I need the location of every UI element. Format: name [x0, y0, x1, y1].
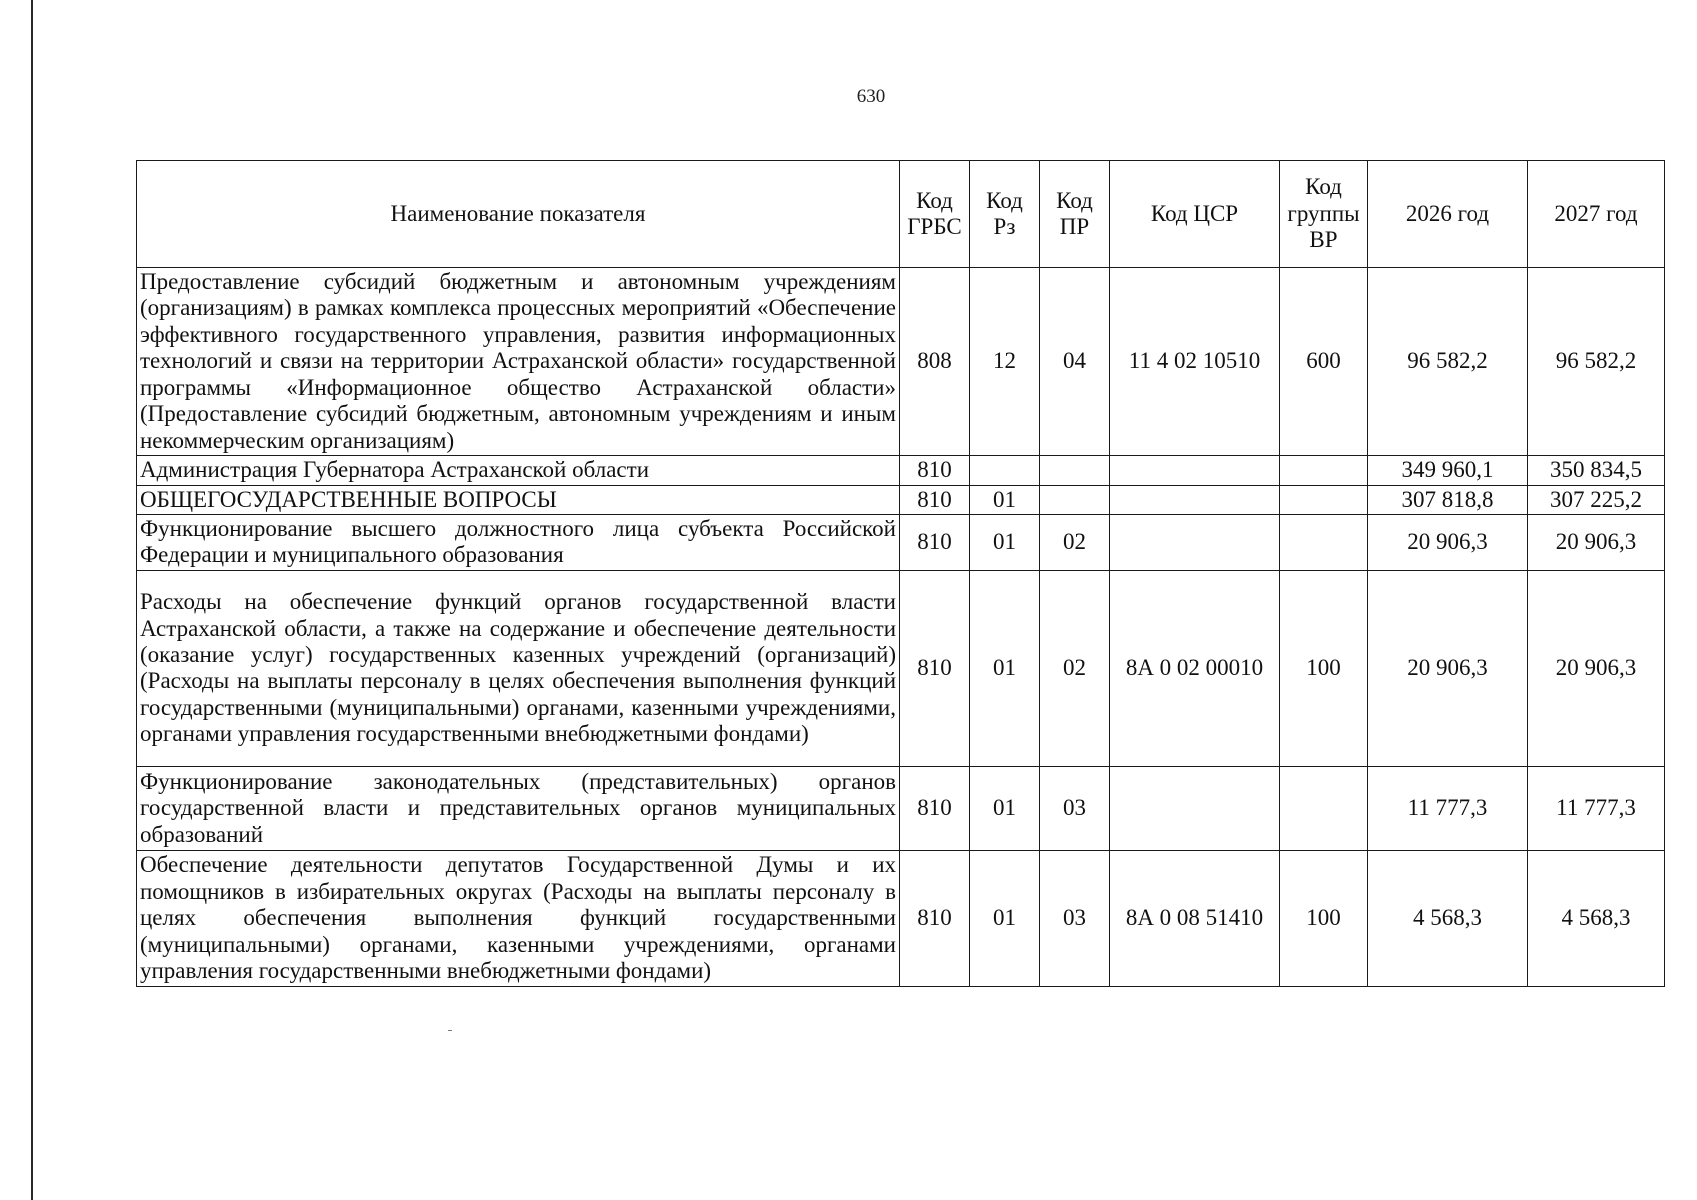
row-pr: 03 [1040, 850, 1110, 986]
row-csr [1110, 456, 1280, 485]
header-grbs-line2: ГРБС [907, 214, 962, 239]
table-header-row [137, 161, 1665, 268]
header-rz-line2: Рз [993, 214, 1016, 239]
row-name: Функционирование законодательных (представительных) органов государственной власти и представительных органов муниципальных образований [137, 766, 900, 850]
row-csr [1110, 485, 1280, 514]
header-grbs [900, 161, 970, 268]
row-pr: 04 [1040, 268, 1110, 456]
row-name: Функционирование высшего должностного лица субъекта Российской Федерации и муниципального образования [137, 514, 900, 570]
header-vr [1280, 161, 1368, 268]
row-csr: 8А 0 08 51410 [1110, 850, 1280, 986]
row-2027: 4 568,3 [1528, 850, 1665, 986]
row-vr: 100 [1280, 850, 1368, 986]
left-margin-rule [31, 0, 33, 1200]
row-2026: 96 582,2 [1368, 268, 1528, 456]
header-rz-line1: Код [986, 187, 1023, 213]
row-vr [1280, 766, 1368, 850]
row-csr: 8А 0 02 00010 [1110, 570, 1280, 766]
row-2026: 307 818,8 [1368, 485, 1528, 514]
row-name: ОБЩЕГОСУДАРСТВЕННЫЕ ВОПРОСЫ [137, 485, 900, 514]
row-2027: 20 906,3 [1528, 514, 1665, 570]
row-rz: 12 [970, 268, 1040, 456]
row-2026: 20 906,3 [1368, 570, 1528, 766]
table-row [137, 570, 1665, 766]
row-rz [970, 456, 1040, 485]
row-2027: 350 834,5 [1528, 456, 1665, 485]
row-rz: 01 [970, 850, 1040, 986]
row-name: Предоставление субсидий бюджетным и автономным учреждениям (организациям) в рамках комплекса процессных мероприятий «Обеспечение эффективного государственного управления, развития информационных технологий и связи на территории Астраханской области» государственной программы «Информационное общество Астраханской области» (Предоставление субсидий бюджетным, автономным учреждениям и иным некоммерческим организациям) [137, 268, 900, 456]
header-pr [1040, 161, 1110, 268]
table-row [137, 268, 1665, 456]
row-grbs: 810 [900, 766, 970, 850]
row-name: Расходы на обеспечение функций органов государственной власти Астраханской области, а также на содержание и обеспечение деятельности (оказание услуг) государственных казенных учреждений (организаций) (Расходы на выплаты персоналу в целях обеспечения выполнения функций государственными (муниципальными) органами, казенными учреждениями, органами управления государственными внебюджетными фондами) [137, 570, 900, 766]
row-vr [1280, 456, 1368, 485]
row-2027: 20 906,3 [1528, 570, 1665, 766]
row-grbs: 810 [900, 850, 970, 986]
row-vr [1280, 514, 1368, 570]
header-csr: Код ЦСР [1110, 161, 1280, 268]
row-pr [1040, 485, 1110, 514]
table-row [137, 456, 1665, 485]
row-grbs: 810 [900, 456, 970, 485]
page-number: 630 [856, 86, 886, 107]
row-2027: 307 225,2 [1528, 485, 1665, 514]
header-pr-line1: Код [1056, 187, 1093, 213]
row-grbs: 810 [900, 485, 970, 514]
row-csr: 11 4 02 10510 [1110, 268, 1280, 456]
row-2026: 349 960,1 [1368, 456, 1528, 485]
table-row [137, 514, 1665, 570]
row-grbs: 808 [900, 268, 970, 456]
budget-table [136, 160, 1665, 987]
row-rz: 01 [970, 766, 1040, 850]
header-rz [970, 161, 1040, 268]
row-csr [1110, 514, 1280, 570]
row-rz: 01 [970, 570, 1040, 766]
header-2027: 2027 год [1528, 161, 1665, 268]
scan-speck [448, 1030, 452, 1031]
row-2026: 20 906,3 [1368, 514, 1528, 570]
header-vr-line2: группы [1287, 200, 1360, 226]
row-2027: 11 777,3 [1528, 766, 1665, 850]
row-rz: 01 [970, 514, 1040, 570]
header-vr-line1: Код [1305, 174, 1342, 200]
row-grbs: 810 [900, 514, 970, 570]
row-pr: 02 [1040, 514, 1110, 570]
header-grbs-line1: Код [916, 187, 953, 213]
row-vr: 600 [1280, 268, 1368, 456]
row-2026: 11 777,3 [1368, 766, 1528, 850]
row-name: Администрация Губернатора Астраханской области [137, 456, 900, 485]
row-2026: 4 568,3 [1368, 850, 1528, 986]
row-vr: 100 [1280, 570, 1368, 766]
header-name: Наименование показателя [137, 161, 900, 268]
table-row [137, 485, 1665, 514]
row-2027: 96 582,2 [1528, 268, 1665, 456]
row-grbs: 810 [900, 570, 970, 766]
row-pr [1040, 456, 1110, 485]
header-pr-line2: ПР [1059, 214, 1090, 239]
table-row [137, 850, 1665, 986]
row-rz: 01 [970, 485, 1040, 514]
row-pr: 02 [1040, 570, 1110, 766]
row-name: Обеспечение деятельности депутатов Государственной Думы и их помощников в избирательных округах (Расходы на выплаты персоналу в целях обеспечения выполнения функций государственными (муниципальными) органами, казенными учреждениями, органами управления государственными внебюджетными фондами) [137, 850, 900, 986]
row-csr [1110, 766, 1280, 850]
header-2026: 2026 год [1368, 161, 1528, 268]
row-vr [1280, 485, 1368, 514]
table-row [137, 766, 1665, 850]
header-vr-line3: ВР [1309, 227, 1338, 253]
row-pr: 03 [1040, 766, 1110, 850]
